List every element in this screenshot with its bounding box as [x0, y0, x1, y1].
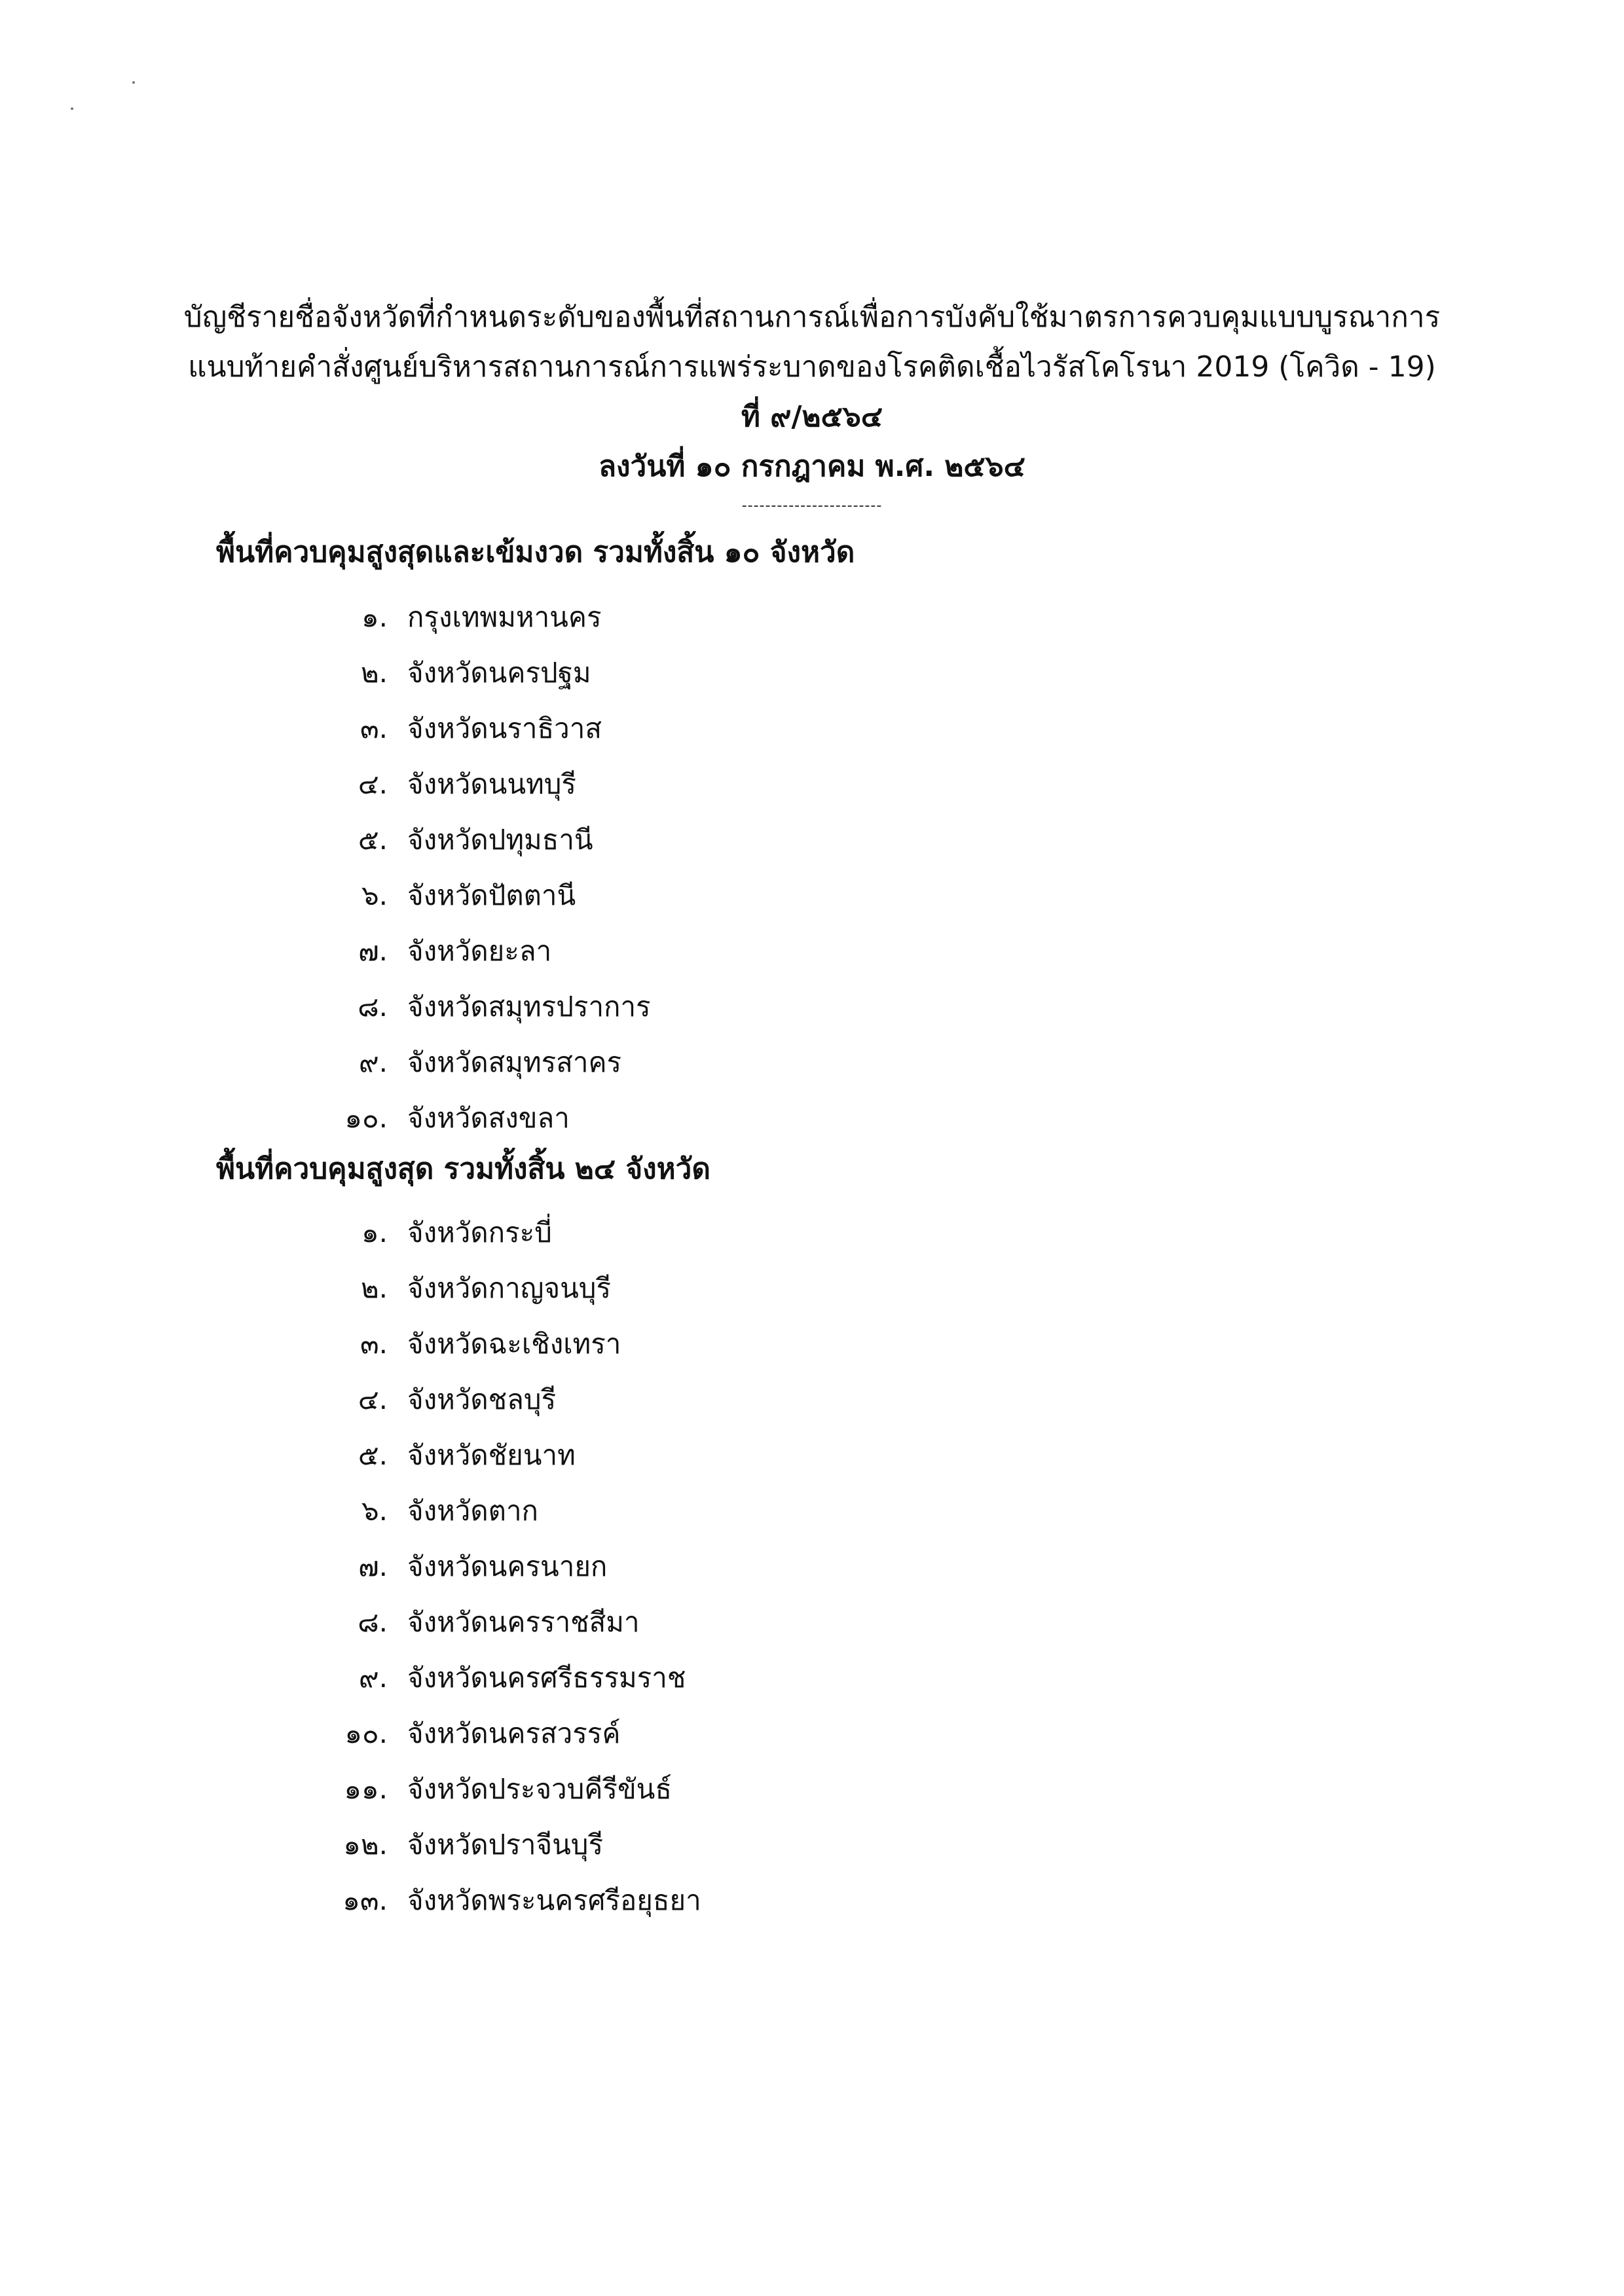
province-name: กรุงเทพมหานคร	[407, 601, 602, 633]
item-number: ๒.	[360, 657, 388, 689]
item-number: ๑๑.	[344, 1773, 388, 1805]
province-name: จังหวัดสงขลา	[407, 1102, 570, 1134]
province-name: จังหวัดนนทบุรี	[407, 768, 576, 800]
province-name: จังหวัดฉะเชิงเทรา	[407, 1328, 621, 1360]
province-name: จังหวัดพระนครศรีอยุธยา	[407, 1884, 701, 1916]
province-name: จังหวัดสมุทรสาคร	[407, 1046, 622, 1078]
list-item	[216, 1817, 1264, 1872]
list-item	[216, 1316, 1264, 1372]
section2-title: พื้นที่ควบคุมสูงสุด รวมทั้งสิ้น ๒๔ จังหวัด	[216, 1152, 710, 1186]
province-name: จังหวัดปัตตานี	[407, 879, 576, 911]
item-number: ๖.	[361, 879, 388, 911]
list-item	[216, 645, 1264, 701]
item-number: ๑๒.	[343, 1829, 388, 1861]
list-item	[216, 812, 1264, 867]
section2-province-list	[216, 1205, 1264, 1928]
list-item	[216, 1539, 1264, 1594]
province-name: จังหวัดนครสวรรค์	[407, 1717, 621, 1749]
province-name: จังหวัดกาญจนบุรี	[407, 1272, 612, 1304]
province-name: จังหวัดยะลา	[407, 935, 552, 967]
item-number: ๒.	[360, 1272, 388, 1304]
section1-province-list	[216, 589, 1264, 1146]
province-name: จังหวัดนครศรีธรรมราช	[407, 1662, 686, 1694]
item-number: ๑.	[361, 601, 388, 633]
item-number: ๘.	[358, 1606, 388, 1638]
list-item	[216, 589, 1264, 645]
scan-speck	[132, 81, 135, 84]
item-number: ๓.	[360, 712, 388, 744]
list-item	[216, 756, 1264, 812]
list-item	[216, 1872, 1264, 1928]
province-name: จังหวัดปทุมธานี	[407, 824, 593, 856]
list-item	[216, 1260, 1264, 1316]
list-item	[216, 1372, 1264, 1427]
section1-title: พื้นที่ควบคุมสูงสุดและเข้มงวด รวมทั้งสิ้น ๑๐ จังหวัด	[216, 536, 855, 569]
item-number: ๕.	[358, 1439, 388, 1471]
item-number: ๑.	[361, 1216, 388, 1248]
scan-speck	[71, 107, 73, 110]
order-date: ลงวันที่ ๑๐ กรกฎาคม พ.ศ. ๒๕๖๔	[599, 450, 1025, 483]
list-item	[216, 1090, 1264, 1146]
province-name: จังหวัดสมุทรปราการ	[407, 991, 651, 1023]
province-name: จังหวัดกระบี่	[407, 1216, 552, 1248]
order-number: ที่ ๙/๒๕๖๔	[741, 400, 883, 433]
province-name: จังหวัดนครราชสีมา	[407, 1606, 640, 1638]
item-number: ๑๐.	[344, 1102, 388, 1134]
list-item	[216, 1483, 1264, 1539]
province-name: จังหวัดประจวบคีรีขันธ์	[407, 1773, 673, 1805]
list-item	[216, 701, 1264, 756]
list-item	[216, 1761, 1264, 1817]
province-name: จังหวัดนครปฐม	[407, 657, 591, 689]
item-number: ๑๐.	[344, 1717, 388, 1749]
item-number: ๖.	[361, 1495, 388, 1527]
item-number: ๙.	[358, 1662, 388, 1694]
item-number: ๔.	[358, 1383, 388, 1415]
list-item	[216, 1205, 1264, 1260]
province-name: จังหวัดนราธิวาส	[407, 712, 602, 744]
header-divider: ------------------------	[741, 498, 883, 514]
list-item	[216, 1594, 1264, 1650]
list-item	[216, 1650, 1264, 1705]
list-item	[216, 867, 1264, 923]
item-number: ๔.	[358, 768, 388, 800]
list-item	[216, 1427, 1264, 1483]
province-name: จังหวัดปราจีนบุรี	[407, 1829, 604, 1861]
list-item	[216, 979, 1264, 1034]
item-number: ๓.	[360, 1328, 388, 1360]
header-title-line2: แนบท้ายคำสั่งศูนย์บริหารสถานการณ์การแพร่ระบาดของโรคติดเชื้อไวรัสโคโรนา 2019 (โควิด - 19)	[188, 350, 1436, 384]
list-item	[216, 923, 1264, 979]
list-item	[216, 1034, 1264, 1090]
list-item	[216, 1705, 1264, 1761]
province-name: จังหวัดนครนายก	[407, 1550, 608, 1582]
item-number: ๘.	[358, 991, 388, 1023]
item-number: ๑๓.	[342, 1884, 388, 1916]
province-name: จังหวัดชลบุรี	[407, 1383, 557, 1415]
province-name: จังหวัดชัยนาท	[407, 1439, 576, 1471]
item-number: ๗.	[358, 935, 388, 967]
item-number: ๕.	[358, 824, 388, 856]
province-name: จังหวัดตาก	[407, 1495, 538, 1527]
item-number: ๙.	[358, 1046, 388, 1078]
item-number: ๗.	[358, 1550, 388, 1582]
header-title-line1: บัญชีรายชื่อจังหวัดที่กำหนดระดับของพื้นที่สถานการณ์เพื่อการบังคับใช้มาตรการควบคุมแบบบูรณาการ	[183, 301, 1441, 334]
